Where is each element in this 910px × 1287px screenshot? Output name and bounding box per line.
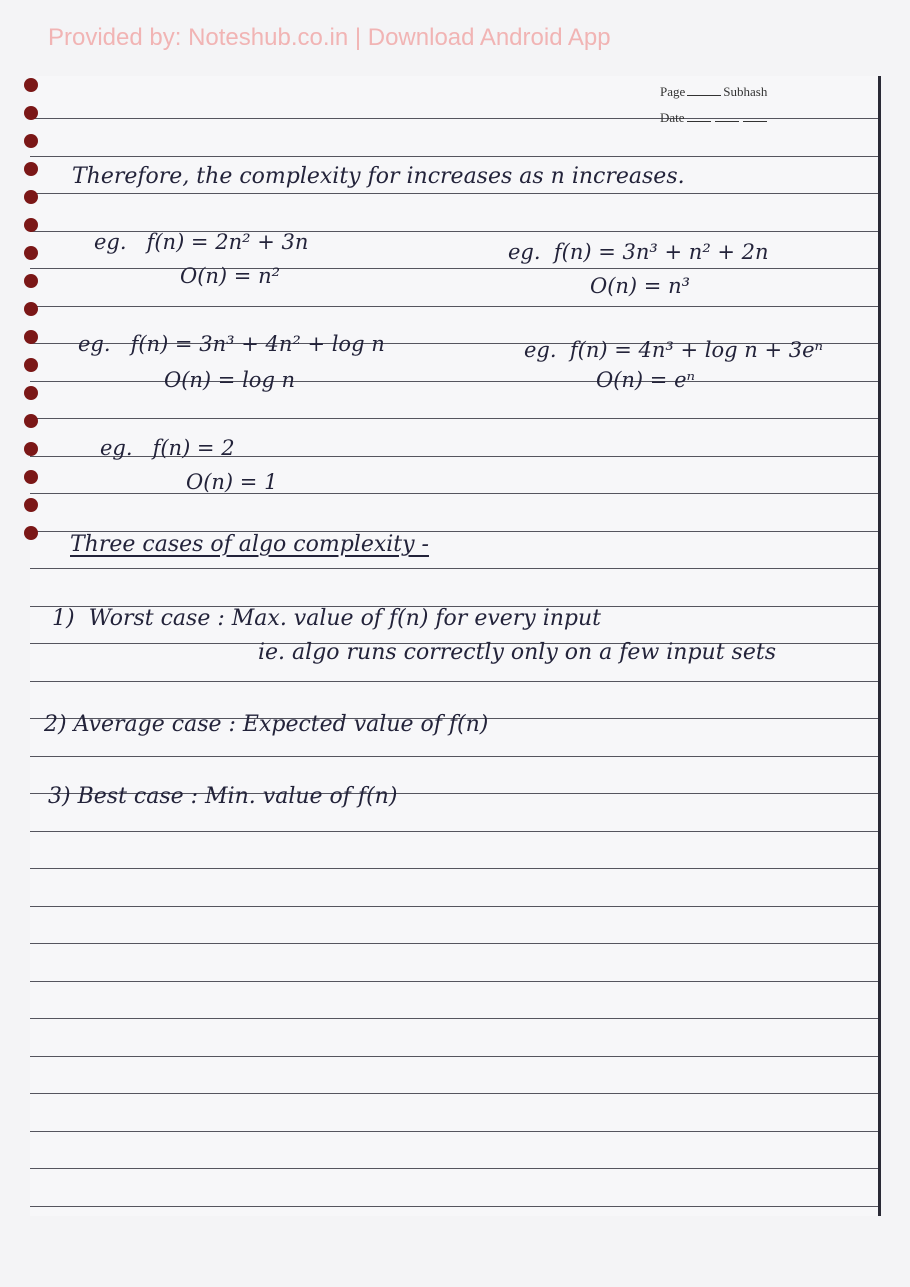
ruled-line	[30, 1131, 878, 1132]
ruled-line	[30, 981, 878, 982]
case-average	[44, 712, 488, 737]
example-1-f-value: 2n² + 3n	[215, 230, 309, 254]
ruled-line	[30, 1056, 878, 1057]
binding-hole	[24, 106, 38, 120]
ruled-line	[30, 868, 878, 869]
example-3-o-value: log n	[242, 368, 296, 392]
example-5-o-value: 1	[264, 470, 278, 494]
case-best-desc: : Min. value of f(n)	[190, 784, 398, 809]
intro-sentence: Therefore, the complexity for increases as n increases.	[72, 164, 685, 189]
ruled-line	[30, 493, 878, 494]
example-2-o: O(n) = n³	[590, 274, 691, 298]
example-3-f: eg. f(n) = 3n³ + 4n² + log n	[78, 332, 385, 356]
example-2-f-value: 3n³ + n² + 2n	[622, 240, 769, 264]
case-worst-name: Worst case	[88, 606, 211, 631]
example-2-o-value: n³	[668, 274, 691, 298]
binding-hole	[24, 162, 38, 176]
case-worst	[52, 606, 601, 631]
ruled-line	[30, 193, 878, 194]
binding-hole	[24, 442, 38, 456]
ruled-line	[30, 756, 878, 757]
binding-hole	[24, 302, 38, 316]
notebook-page	[30, 76, 881, 1216]
ruled-line	[30, 831, 878, 832]
case-worst-desc: : Max. value of f(n) for every input	[217, 606, 602, 631]
ruled-line	[30, 156, 878, 157]
binding-hole	[24, 470, 38, 484]
example-5-label: eg.	[100, 436, 133, 460]
binding-hole	[24, 218, 38, 232]
example-5-o: O(n) = 1	[186, 470, 278, 494]
page-label: Page	[660, 84, 686, 99]
case-best	[48, 784, 397, 809]
case-worst-detail: ie. algo runs correctly only on a few input sets	[258, 640, 776, 665]
page-field	[660, 84, 767, 100]
example-3-o: O(n) = log n	[164, 368, 296, 392]
example-4-f-value: 4n³ + log n + 3eⁿ	[638, 338, 824, 362]
date-field	[660, 110, 769, 126]
ruled-line	[30, 1093, 878, 1094]
ruled-line	[30, 381, 878, 382]
example-1-o-value: n²	[258, 264, 281, 288]
example-1-o: O(n) = n²	[180, 264, 281, 288]
example-2-label: eg.	[508, 240, 541, 264]
ruled-line	[30, 1168, 878, 1169]
example-3-f-value: 3n³ + 4n² + log n	[199, 332, 385, 356]
binding-hole	[24, 274, 38, 288]
example-5-f: eg. f(n) = 2	[100, 436, 235, 460]
example-4-f: eg. f(n) = 4n³ + log n + 3eⁿ	[524, 338, 824, 362]
binding-hole	[24, 190, 38, 204]
ruled-line	[30, 943, 878, 944]
case-best-name: Best case	[77, 784, 184, 809]
binding-hole	[24, 78, 38, 92]
ruled-line	[30, 306, 878, 307]
case-average-name: Average case	[73, 712, 222, 737]
ruled-line	[30, 568, 878, 569]
ruled-line	[30, 681, 878, 682]
binding-hole	[24, 246, 38, 260]
binding-hole	[24, 498, 38, 512]
ruled-line	[30, 418, 878, 419]
binding-hole	[24, 386, 38, 400]
case-average-desc: : Expected value of f(n)	[228, 712, 489, 737]
watermark-text: Provided by: Noteshub.co.in | Download Android App	[48, 24, 611, 51]
binding-hole	[24, 134, 38, 148]
example-3-label: eg.	[78, 332, 111, 356]
ruled-line	[30, 1018, 878, 1019]
author-name: Subhash	[723, 84, 768, 99]
binding-hole	[24, 330, 38, 344]
example-4-o: O(n) = eⁿ	[596, 368, 696, 392]
binding-hole	[24, 358, 38, 372]
binding-hole	[24, 526, 38, 540]
binding-hole	[24, 414, 38, 428]
case-average-number: 2)	[44, 712, 67, 737]
example-2-f: eg. f(n) = 3n³ + n² + 2n	[508, 240, 769, 264]
example-4-o-value: eⁿ	[674, 368, 696, 392]
case-worst-number: 1)	[52, 606, 75, 631]
date-label: Date	[660, 110, 685, 125]
ruled-line	[30, 906, 878, 907]
case-best-number: 3)	[48, 784, 71, 809]
example-4-label: eg.	[524, 338, 557, 362]
ruled-line	[30, 268, 878, 269]
example-1-label: eg.	[94, 230, 127, 254]
ruled-line	[30, 1206, 878, 1207]
example-1-f: eg. f(n) = 2n² + 3n	[94, 230, 309, 254]
cases-heading: Three cases of algo complexity -	[70, 532, 429, 557]
example-5-f-value: 2	[221, 436, 235, 460]
